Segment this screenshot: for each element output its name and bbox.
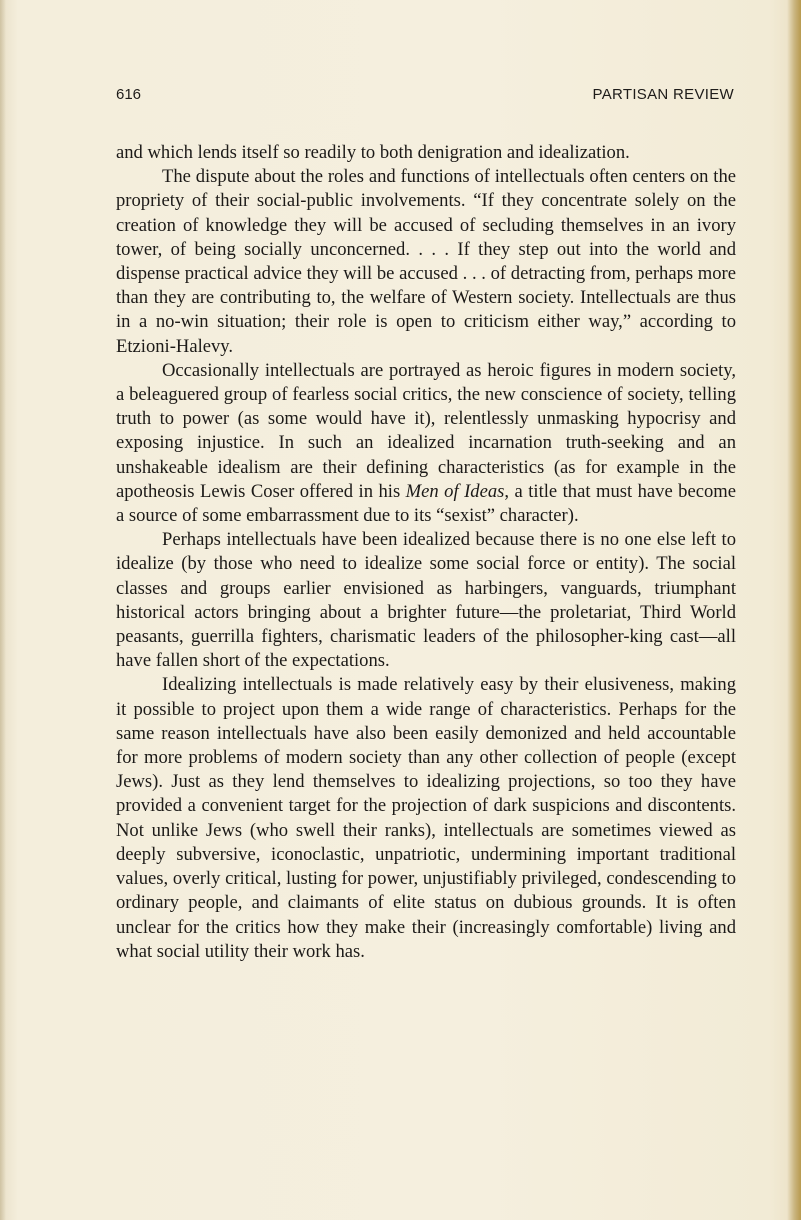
book-title: Men of Ideas xyxy=(405,480,505,502)
paragraph-text: Occasionally intellectuals are portrayed as heroic figures in modern society, a beleaguered group of fearless social critics, the new conscience of society, telling truth to power (as some would have it), relentlessly unmasking hypocrisy and exposing injustice. In such an idealized incarnation truth-seeking and an unshakeable idealism are their defining characteristics (as for example in the apotheosis Lewis Coser offered in his xyxy=(116,359,736,502)
running-head xyxy=(116,86,734,108)
paragraph-idealized: Perhaps intellectuals have been idealized because there is no one else left to idealize (by those who need to idealize some social force or entity). The social classes and groups earlier envisioned as harbingers, vanguards, triumphant historical actors bringing about a brighter future—the proletariat, Third World peasants, guerrilla fighters, charismatic leaders of the philosopher-king cast—all have fallen short of the expectations. xyxy=(116,529,736,672)
body-text xyxy=(116,141,736,964)
page-edge-shadow xyxy=(787,0,801,1220)
paragraph-dispute: The dispute about the roles and functions of intellectuals often centers on the propriety of their social-public involvements. “If they concentrate solely on the creation of knowledge they will be accused of secluding themselves in an ivory tower, of being socially unconcerned. . . . If they step out into the world and dispense practical advice they will be accused . . . of detracting from, perhaps more than they are contributing to, the welfare of Western society. Intellectuals are thus in a no-win situation; their role is open to criticism either way,” according to Etzioni-Halevy. xyxy=(116,166,736,357)
paragraph-continuation: and which lends itself so readily to both denigration and idealization. xyxy=(116,142,630,163)
paragraph-heroic-figures xyxy=(116,359,736,528)
paragraph-text: , a title that must have become a source of some embarrassment due to its “sexist” character). xyxy=(116,480,736,527)
paragraph-elusiveness: Idealizing intellectuals is made relatively easy by their elusiveness, making it possible to project upon them a wide range of characteristics. Perhaps for the same reason intellectuals have also been easily demonized and held accountable for more problems of modern society than any other collection of people (except Jews). Just as they lend themselves to idealizing projections, so too they have provided a convenient target for the projection of dark suspicions and discontents. Not unlike Jews (who swell their ranks), intellectuals are sometimes viewed as deeply subversive, iconoclastic, unpatriotic, undermining important traditional values, overly critical, lusting for power, unjustifiably privileged, condescending to ordinary people, and claimants of elite status on dubious grounds. It is often unclear for the critics how they make their (increasingly comfortable) living and what social utility their work has. xyxy=(116,674,736,962)
journal-title: PARTISAN REVIEW xyxy=(592,86,734,103)
page-gutter-shadow xyxy=(0,0,6,1220)
page-number: 616 xyxy=(116,86,142,103)
